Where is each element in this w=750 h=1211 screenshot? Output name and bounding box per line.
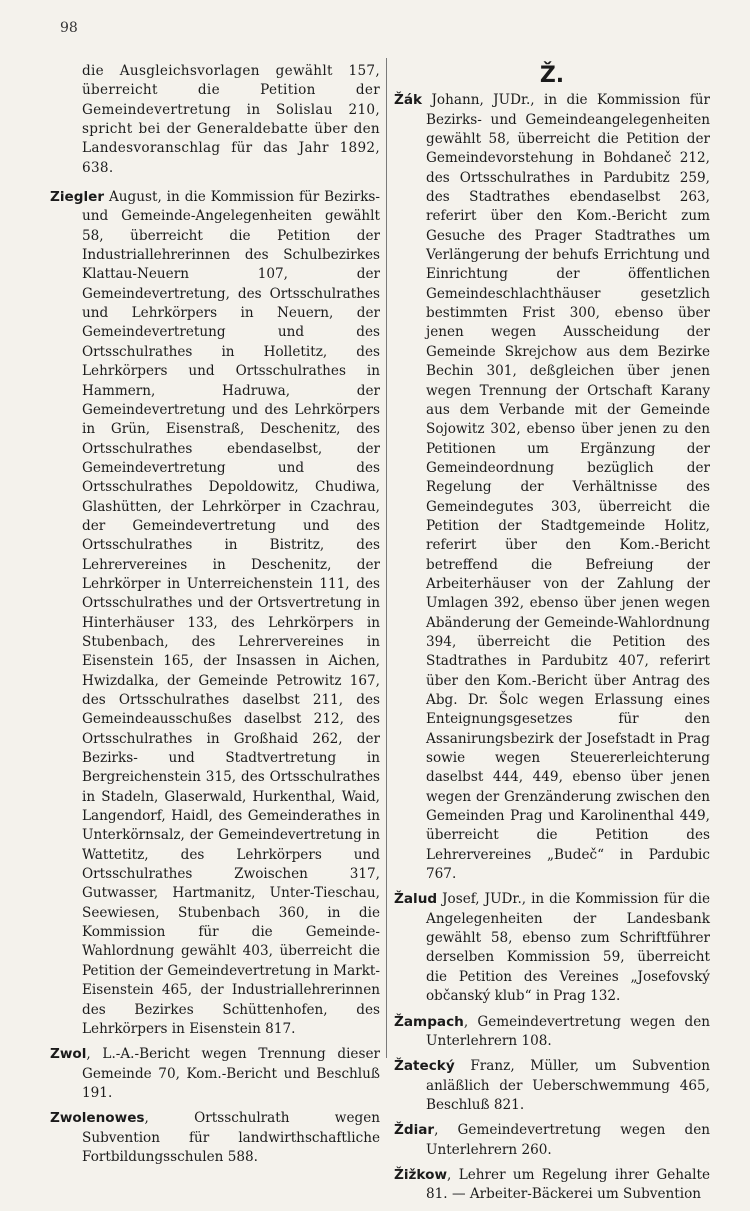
entry-name: Ždiar: [394, 1122, 435, 1139]
entry-name: Ziegler: [50, 189, 105, 206]
entry-name: Žampach: [394, 1013, 464, 1030]
entry-text: , Lehrer um Regelung ihrer Gehalte 81. — Arbeiter-Bäckerei um Subvention: [426, 1166, 710, 1203]
entry-name: Žatecký: [394, 1058, 455, 1075]
entry-name: Žalud: [394, 891, 438, 908]
index-entry-zak: [394, 91, 710, 884]
entry-name: Zwol: [50, 1046, 87, 1063]
section-letter-heading: Ž.: [539, 63, 565, 88]
right-column: [394, 62, 710, 1211]
entry-name: Žižkow: [394, 1166, 448, 1183]
column-divider: [386, 58, 387, 1058]
entry-text: August, in die Kommission für Bezirks- und Gemeinde-Angelegenheiten gewählt 58, überreicht die Petition der Industriallehrerinnen des Schulbezirkes Klattau-Neuern 107, der Gemeindevertretung, des Ortsschulrathes und Lehrkörpers in Neuern, der Gemeindevertretung und des Ortsschulrathes in Holletitz, des Lehrkörpers und Ortsschulrathes in Hammern, Hadruwa, der Gemeindevertretung und des Lehrkörpers in Grün, Eisenstraß, Deschenitz, des Ortsschulrathes ebendaselbst, der Gemeindevertretung und des Ortsschulrathes Depoldowitz, Chudiwa, Glashütten, der Lehrkörper in Czachrau, der Gemeindevertretung und des Ortsschulrathes in Bistritz, des Lehrervereines in Deschenitz, der Lehrkörper in Unterreichenstein 111, des Ortsschulrathes und der Ortsvertretung in Hinterhäuser 133, des Lehrkörpers in Stubenbach, des Lehrervereines in Eisenstein 165, der Insassen in Aichen, Hwizdalka, der Gemeinde Petrowitz 167, des Ortsschulrathes daselbst 211, des Gemeindeausschußes daselbst 212, des Ortsschulrathes in Großhaid 262, der Bezirks- und Stadtvertretung in Bergreichenstein 315, des Ortsschulrathes in Stadeln, Glaserwald, Hurkenthal, Waid, Langendorf, Haidl, des Gemeinderathes in Unterkörnsalz, der Gemeindevertretung in Wattetitz, des Lehrkörpers und Ortsschulrathes Zwoischen 317, Gutwasser, Hartmanitz, Unter-Tieschau, Seewiesen, Stubenbach 360, in die Kommission für die Gemeinde-Wahlordnung gewählt 403, überreicht die Petition der Gemeindevertretung in Markt-Eisenstein 465, der Industriallehrerinnen des Bezirkes Schüttenhofen, des Lehrkörpers in Eisenstein 817.: [82, 189, 380, 1037]
entry-text: , Gemeindevertretung wegen den Unterlehrern 108.: [426, 1013, 710, 1049]
index-entry-zizkow: [394, 1166, 710, 1205]
page-number: 98: [60, 20, 78, 36]
entry-text: Franz, Müller, um Subvention anläßlich der Ueberschwemmung 465, Beschluß 821.: [426, 1058, 710, 1113]
index-entry-zatecky: [394, 1057, 710, 1115]
entry-text: Johann, JUDr., in die Kommission für Bezirks- und Gemeindeangelegenheiten gewählt 58, überreicht die Petition der Gemeindevorstehung in Bohdaneč 212, des Ortsschulrathes in Pardubitz 259, des Stadtrathes ebendaselbst 263, referirt über den Kom.-Bericht zum Gesuche des Prager Stadtrathes um Verlängerung der behufs Errichtung und Einrichtung der öffentlichen Gemeindeschlachthäuser gesetzlich bestimmten Frist 300, ebenso über jenen wegen Ausscheidung der Gemeinde Skrejchow aus dem Bezirke Bechin 301, deßgleichen über jenen wegen Trennung der Ortschaft Karany aus dem Verbande mit der Gemeinde Sojowitz 302, ebenso über jenen zu den Petitionen um Ergänzung der Gemeindeordnung bezüglich der Regelung der Verhältnisse des Gemeindegutes 303, überreicht die Petition der Stadtgemeinde Holitz, referirt über den Kom.-Bericht betreffend die Befreiung der Arbeiterhäuser von der Zahlung der Umlagen 392, ebenso über jenen wegen Abänderung der Gemeinde-Wahlordnung 394, überreicht die Petition des Stadtrathes in Pardubitz 407, referirt über den Kom.-Bericht über Antrag des Abg. Dr. Šolc wegen Erlassung eines Enteignungsgesetzes für den Assanirungsbezirk der Josefstadt in Prag sowie wegen Steuererleichterung daselbst 444, 449, ebenso über jenen wegen der Grenzänderung zwischen den Gemeinden Prag und Karolinenthal 449, überreicht die Petition des Lehrervereines „Budeč“ in Pardubic 767.: [422, 92, 710, 883]
continuation-text: die Ausgleichsvorlagen gewählt 157, überreicht die Petition der Gemeindevertretung in Solislau 210, spricht bei der Generaldebatte über den Landesvoranschlag für das Jahr 1892, 638.: [82, 63, 380, 176]
left-column: [50, 62, 380, 1173]
index-entry-ziegler: [50, 188, 380, 1039]
index-entry-zalud: [394, 890, 710, 1006]
entry-text: , Gemeindevertretung wegen den Unterlehrern 260.: [426, 1122, 710, 1158]
index-entry-zdiar: [394, 1121, 710, 1160]
index-entry-zwolenowes: [50, 1109, 380, 1167]
index-entry-zwol: [50, 1045, 380, 1103]
entry-text: , Ortsschulrath wegen Subvention für landwirthschaftliche Fortbildungsschulen 588.: [82, 1110, 380, 1165]
entry-name: Zwolenowes: [50, 1110, 145, 1127]
entry-text: , L.-A.-Bericht wegen Trennung dieser Gemeinde 70, Kom.-Bericht und Beschluß 191.: [82, 1046, 380, 1101]
entry-text: Josef, JUDr., in die Kommission für die Angelegenheiten der Landesbank gewählt 58, ebenso zum Schriftführer derselben Kommission 59, überreicht die Petition des Vereines „Josefovský občanský klub“ in Prag 132.: [426, 891, 710, 1005]
entry-name: Žák: [394, 92, 423, 109]
index-entry-zampach: [394, 1013, 710, 1052]
